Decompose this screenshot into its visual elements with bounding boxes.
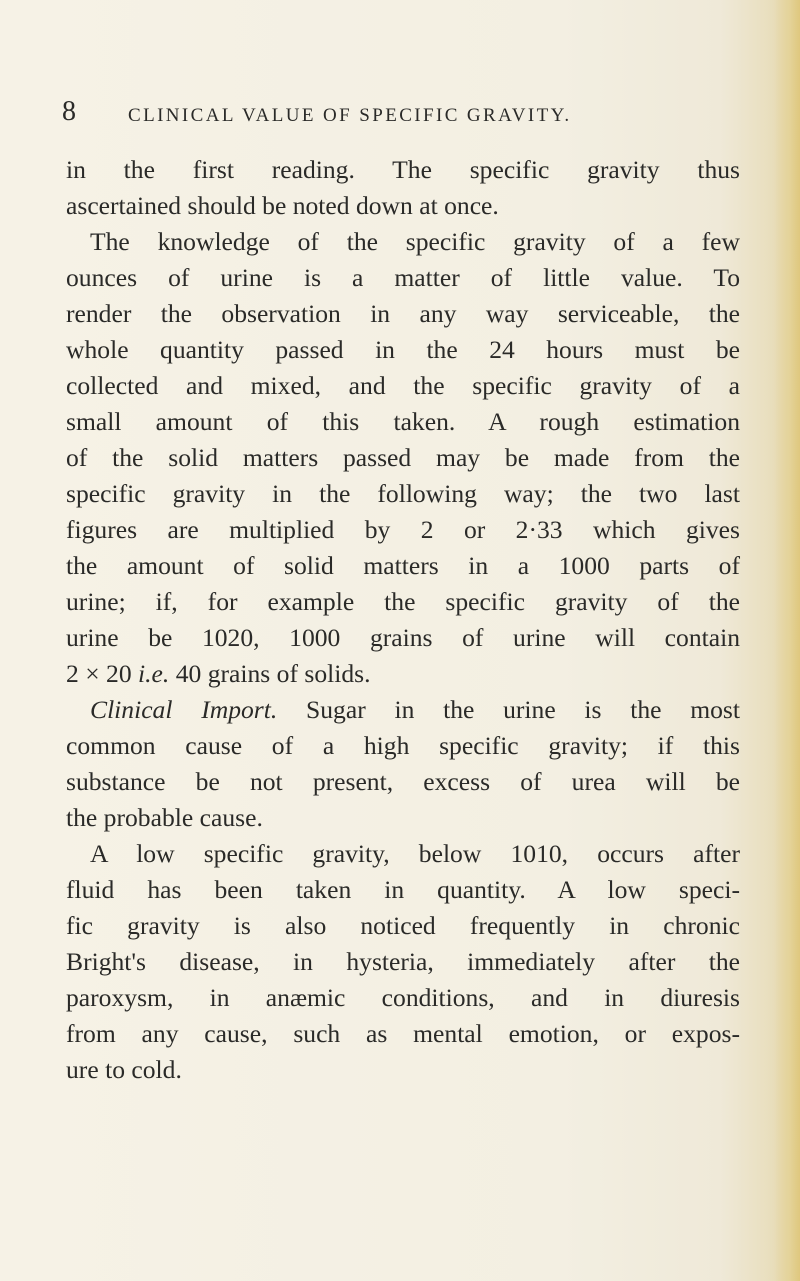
text-line: urine be 1020, 1000 grains of urine will contain	[66, 623, 740, 652]
text-line: fic gravity is also noticed frequently in chronic	[66, 911, 740, 940]
page-number: 8	[62, 96, 76, 127]
text-line: substance be not present, excess of urea will be	[66, 767, 740, 796]
text-line: the probable cause.	[66, 803, 263, 832]
text-line: ure to cold.	[66, 1055, 182, 1084]
italic-abbreviation: i.e.	[138, 659, 170, 688]
text-line: render the observation in any way serviceable, the	[66, 299, 740, 328]
body-text	[66, 152, 740, 1088]
text-line: whole quantity passed in the 24 hours must be	[66, 335, 740, 364]
text-line: from any cause, such as mental emotion, or expos-	[66, 1019, 740, 1048]
text-line: A low specific gravity, below 1010, occurs after	[90, 839, 740, 868]
text-line: of the solid matters passed may be made from the	[66, 443, 740, 472]
text-line: common cause of a high specific gravity; if this	[66, 731, 740, 760]
text-line: the amount of solid matters in a 1000 parts of	[66, 551, 740, 580]
text-line	[66, 692, 740, 728]
running-head: CLINICAL VALUE OF SPECIFIC GRAVITY.	[128, 105, 572, 126]
text-line: specific gravity in the following way; the two last	[66, 479, 740, 508]
text-line: figures are multiplied by 2 or 2·33 which gives	[66, 515, 740, 544]
text-line: ounces of urine is a matter of little value. To	[66, 263, 740, 292]
page-edge-shadow	[774, 0, 800, 1281]
text-line: small amount of this taken. A rough estimation	[66, 407, 740, 436]
italic-heading: Clinical Import.	[90, 695, 278, 724]
text-line: in the first reading. The specific gravity thus	[66, 155, 740, 184]
page-header	[62, 96, 742, 132]
text-fragment: 2 × 20	[66, 659, 139, 688]
text-fragment: 40 grains of solids.	[169, 659, 371, 688]
text-line: paroxysm, in anæmic conditions, and in diuresis	[66, 983, 740, 1012]
text-line: Bright's disease, in hysteria, immediately after the	[66, 947, 740, 976]
text-line	[66, 656, 740, 692]
text-line: fluid has been taken in quantity. A low speci-	[66, 875, 740, 904]
text-line: collected and mixed, and the specific gravity of a	[66, 371, 740, 400]
text-fragment: Sugar in the urine is the most	[277, 695, 740, 724]
text-line: ascertained should be noted down at once.	[66, 191, 499, 220]
text-line: urine; if, for example the specific gravity of the	[66, 587, 740, 616]
text-line: The knowledge of the specific gravity of a few	[90, 227, 740, 256]
